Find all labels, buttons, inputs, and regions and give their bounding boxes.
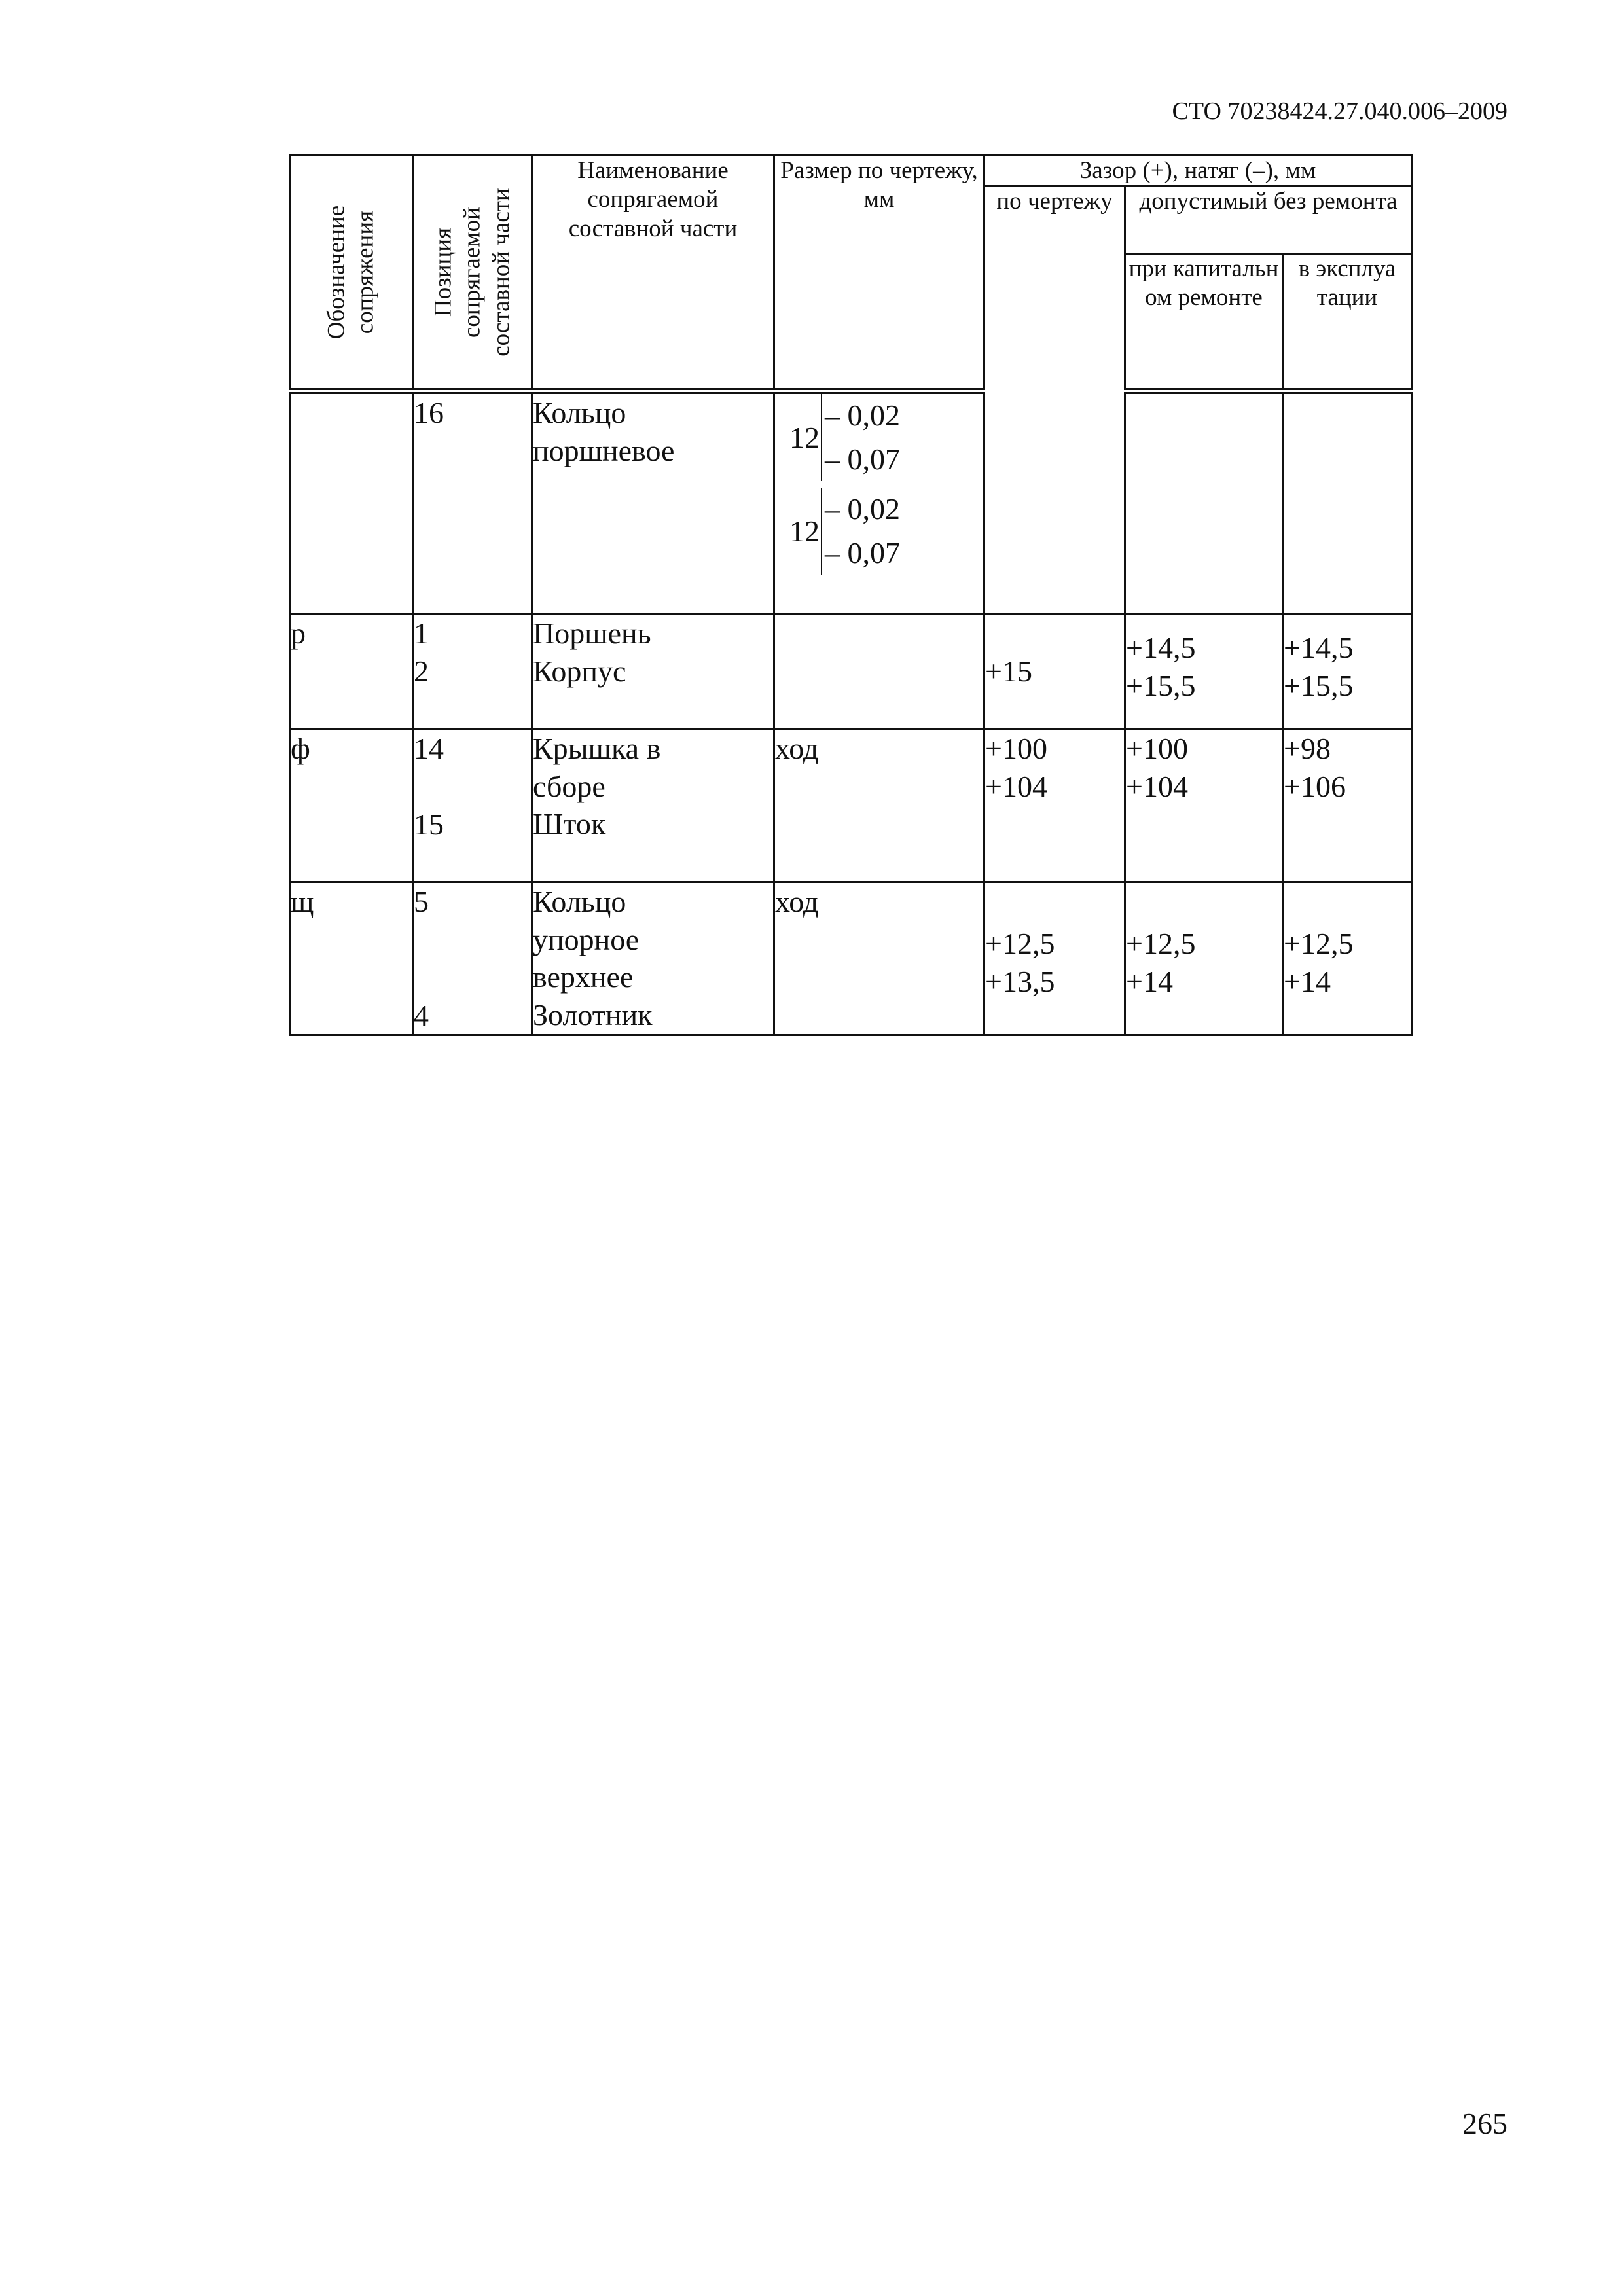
capital-2: +104 [1126,769,1188,803]
cell-position: 16 [413,391,532,614]
name-1: Поршень [533,617,651,650]
position-1: 1 [414,617,429,650]
table-row [290,882,1412,1035]
cell-capital [1125,391,1283,614]
operation-2: +15,5 [1284,668,1354,702]
page-number: 265 [1462,2107,1507,2140]
drawing-1: +12,5 [985,927,1055,960]
col-position-label: Позиция сопрягаемой составной части [429,188,514,357]
cell-drawing [984,882,1125,1035]
col-capital-repair-header: при капитальн ом ремонте [1125,254,1283,391]
name-2: Шток [533,807,606,840]
cell-operation [1283,614,1412,729]
cell-position [413,614,532,729]
cell-designation: р [290,614,413,729]
cell-capital [1125,614,1283,729]
size-a-upper: – 0,02 [825,399,900,432]
capital-2: +15,5 [1126,668,1196,702]
cell-drawing [984,391,1125,614]
cell-size [774,614,984,729]
position-1: 5 [414,885,429,918]
size-tolerance-a [789,394,983,481]
size-b-lower: – 0,07 [825,536,900,570]
cell-position [413,882,532,1035]
name-1: Кольцо упорное верхнее [533,885,640,994]
capital-2: +14 [1126,964,1173,998]
operation-1: +98 [1284,732,1331,765]
cell-designation: ф [290,729,413,882]
drawing-2: +13,5 [985,964,1055,998]
drawing-2: +104 [985,769,1047,803]
position-2: 15 [414,807,444,841]
cell-designation [290,391,413,614]
name-2: Корпус [533,654,626,688]
col-by-drawing-header: по чертежу [984,187,1125,391]
cell-drawing: +15 [984,614,1125,729]
cell-name [532,614,774,729]
capital-1: +100 [1126,732,1188,765]
name-1: Крышка в сборе [533,732,661,803]
drawing-1: +100 [985,732,1047,765]
cell-size [774,391,984,614]
col-position-header [413,156,532,391]
cell-operation [1283,391,1412,614]
cell-position [413,729,532,882]
table-row [290,614,1412,729]
capital-1: +12,5 [1126,927,1196,960]
operation-2: +106 [1284,769,1346,803]
col-operation-header: в эксплуа тации [1283,254,1412,391]
operation-2: +14 [1284,964,1331,998]
table-row [290,391,1412,614]
cell-operation [1283,882,1412,1035]
position-2: 4 [414,998,429,1032]
cell-size: ход [774,882,984,1035]
size-tolerance-b [789,488,983,575]
position-1: 14 [414,732,444,765]
cell-designation: щ [290,882,413,1035]
col-size-header: Размер по чертежу, мм [774,156,984,391]
col-allowed-group-header: допустимый без ремонта [1125,187,1412,254]
cell-operation [1283,729,1412,882]
cell-drawing [984,729,1125,882]
col-designation-header [290,156,413,391]
operation-1: +14,5 [1284,631,1354,664]
operation-1: +12,5 [1284,927,1354,960]
document-code: СТО 70238424.27.040.006–2009 [1172,98,1507,125]
size-a-base: 12 [789,420,820,454]
size-a-lower: – 0,07 [825,442,900,476]
col-clearance-group-header: Зазор (+), натяг (–), мм [984,156,1412,187]
col-designation-label: Обозначение сопряжения [323,205,379,340]
cell-name [532,882,774,1035]
header-row-1 [290,156,1412,187]
cell-capital [1125,882,1283,1035]
name-2: Золотник [533,997,653,1031]
size-b-base: 12 [789,514,820,548]
col-name-header: Наименование сопрягаемой составной части [532,156,774,391]
cell-capital [1125,729,1283,882]
size-b-upper: – 0,02 [825,492,900,526]
position-2: 2 [414,654,429,688]
cell-name [532,729,774,882]
cell-name: Кольцо поршневое [532,391,774,614]
capital-1: +14,5 [1126,631,1196,664]
table-row [290,729,1412,882]
mating-parts-table [289,154,1413,1036]
cell-size: ход [774,729,984,882]
